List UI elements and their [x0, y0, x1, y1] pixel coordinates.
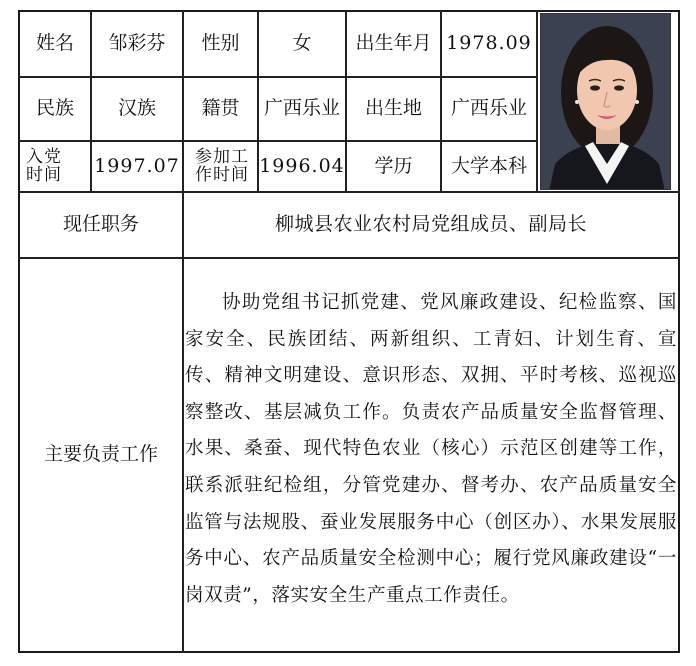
- education-value: 大学本科: [450, 154, 527, 177]
- position-label: 现任职务: [62, 213, 139, 236]
- birthplace-label: 出生地: [364, 97, 422, 120]
- work-value: 1996.04: [259, 154, 345, 177]
- birth-value: 1978.09: [446, 32, 532, 55]
- birthplace-value: 广西乐业: [450, 97, 527, 120]
- origin-label: 籍贯: [201, 97, 240, 120]
- gender-label: 性别: [201, 32, 240, 55]
- name-value: 邹彩芬: [108, 32, 166, 55]
- name-label: 姓名: [35, 32, 74, 55]
- ethnicity-value: 汉族: [117, 97, 156, 120]
- duties-label: 主要负责工作: [43, 443, 158, 466]
- position-value: 柳城县农业农村局党组成员、副局长: [274, 213, 587, 236]
- col-divider: [536, 10, 538, 191]
- party-label: 入党时间: [26, 146, 62, 185]
- portrait-illustration: [541, 14, 671, 190]
- education-label: 学历: [374, 154, 413, 177]
- work-label: 参加工作时间: [195, 146, 249, 185]
- portrait-photo-icon: [540, 13, 671, 190]
- gender-value: 女: [292, 32, 312, 55]
- origin-value: 广西乐业: [263, 97, 340, 120]
- duties-text: 协助党组书记抓党建、党风廉政建设、纪检监察、国家安全、民族团结、两新组织、工青妇、计划生育、宣传、精神文明建设、意识形态、双拥、平时考核、巡视巡察整改、基层减负工作。负责农产品质量安全监督管理、水果、桑蚕、现代特色农业（核心）示范区创建等工作，联系派驻纪检组，分管党建办、督考办、农产品质量安全监管与法规股、蚕业发展服务中心（创区办）、水果发展服务中心、农产品质量安全检测中心；履行党风廉政建设“一岗双责”，落实安全生产重点工作责任。: [185, 292, 677, 606]
- party-value: 1997.07: [94, 154, 180, 177]
- birth-label: 出生年月: [355, 32, 432, 55]
- ethnicity-label: 民族: [35, 97, 74, 120]
